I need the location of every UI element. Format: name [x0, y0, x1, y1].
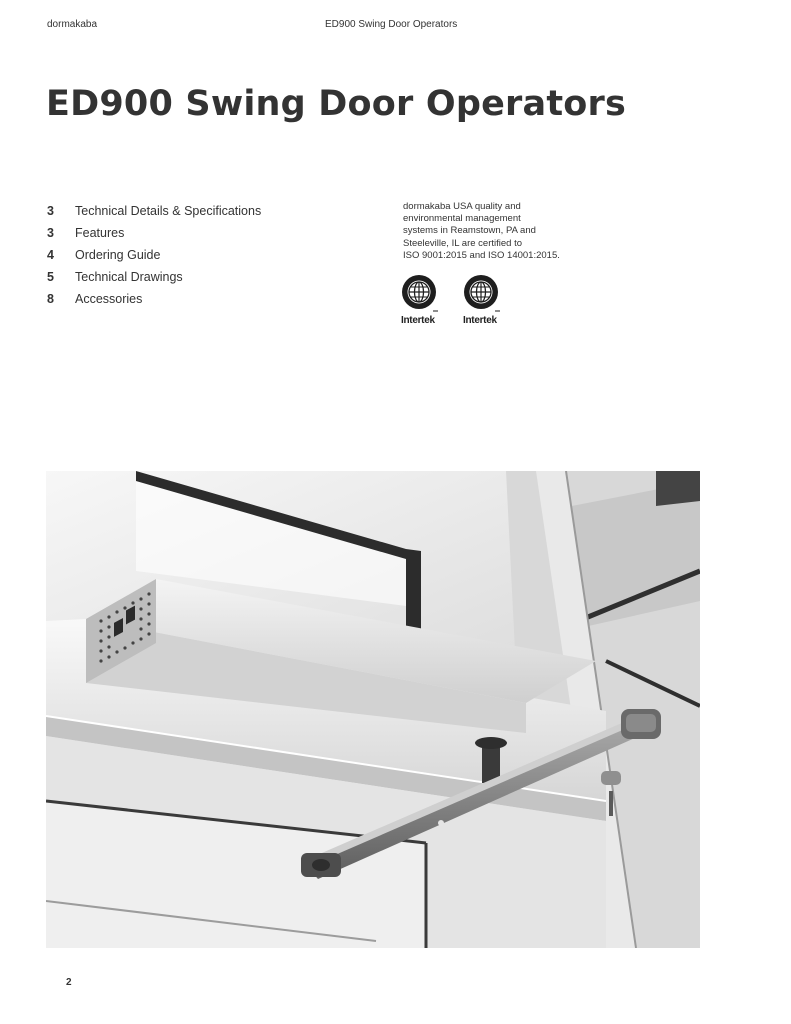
toc-label: Technical Details & Specifications — [75, 204, 262, 218]
cert-line: Steeleville, IL are certified to — [403, 237, 522, 249]
toc-label: Features — [75, 226, 125, 240]
page-title: ED900 Swing Door Operators — [46, 84, 626, 124]
toc-item[interactable] — [47, 222, 261, 244]
toc-label: Technical Drawings — [75, 270, 183, 284]
cert-line: ISO 9001:2015 and ISO 14001:2015. — [403, 249, 560, 261]
cert-line: environmental management — [403, 213, 521, 225]
toc-item[interactable] — [47, 266, 261, 288]
cert-line: systems in Reamstown, PA and — [403, 225, 536, 237]
toc-label: Ordering Guide — [75, 248, 161, 262]
page-number: 2 — [66, 977, 72, 988]
intertek-wordmark: Intertek — [401, 315, 435, 326]
swing-door-operator-photo — [46, 471, 700, 948]
intertek-wordmark: Intertek — [463, 315, 497, 326]
certification-logos — [401, 274, 503, 326]
table-of-contents — [47, 200, 261, 310]
intertek-logo — [401, 274, 441, 326]
header-brand: dormakaba — [47, 19, 98, 30]
toc-page-number: 8 — [47, 292, 54, 306]
intertek-globe-icon — [401, 274, 441, 314]
header-doc-title: ED900 Swing Door Operators — [325, 19, 458, 30]
toc-item[interactable] — [47, 288, 261, 310]
toc-label: Accessories — [75, 292, 143, 306]
toc-page-number: 3 — [47, 204, 54, 218]
toc-item[interactable] — [47, 244, 261, 266]
intertek-globe-icon — [463, 274, 503, 314]
cert-line: dormakaba USA quality and — [403, 201, 521, 212]
toc-page-number: 4 — [47, 248, 54, 262]
toc-item[interactable] — [47, 200, 261, 222]
toc-page-number: 5 — [47, 270, 54, 284]
toc-page-number: 3 — [47, 226, 54, 240]
intertek-logo — [463, 274, 503, 326]
certification-text — [403, 201, 573, 262]
